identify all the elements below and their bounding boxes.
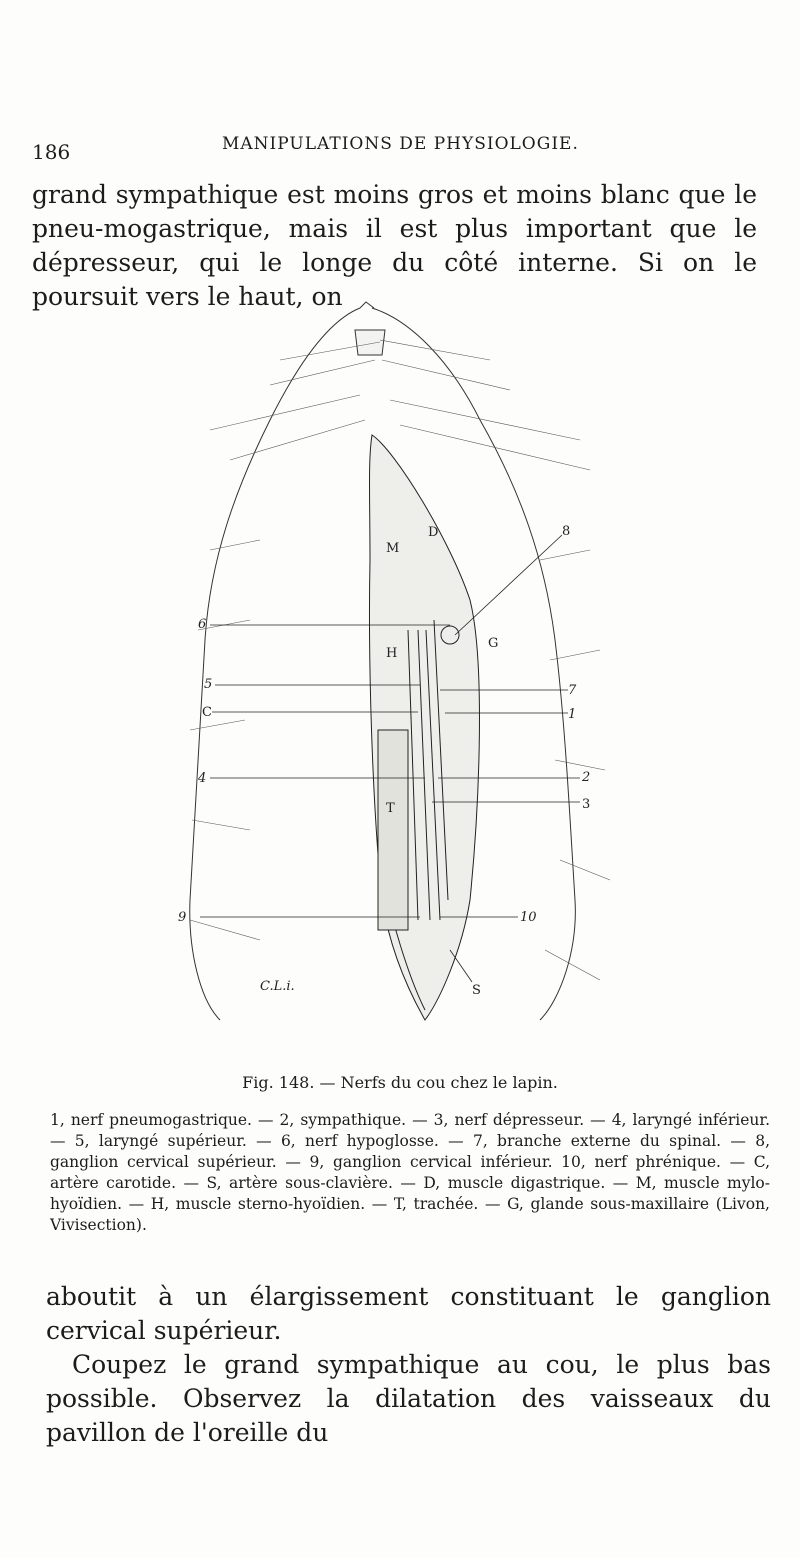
figure-legend: 1, nerf pneumogastrique. — 2, sympathique. — 3, nerf dépresseur. — 4, laryngé inférieur. — 5, laryngé supérieur. — 6, nerf hypoglosse. — 7, branche externe du spinal. — 8, ganglion cervical supérieur. — 9, ganglion cervical inférieur. 10, nerf phrénique. — C, artère carotide. — S, artère sous-clavière. — D, muscle digastrique. — M, muscle mylo-hyoïdien. — H, muscle sterno-hyoïdien. — T, trachée. — G, glande sous-maxillaire (Livon, Vivisection). [50,1111,770,1234]
label-S: S [472,983,481,998]
dissection-field [370,435,480,1020]
paragraph-bottom-2: Coupez le grand sympathique au cou, le plus bas possible. Observez la dilatation des vaisseaux du pavillon de l'oreille du [46,1350,771,1447]
label-7: 7 [568,683,577,698]
label-C: C [202,705,212,720]
label-H: H [386,646,398,661]
paragraph-top: grand sympathique est moins gros et moins blanc que le pneu-mogastrique, mais il est plus important que le dépresseur, qui le longe du côté interne. Si on le poursuit vers le haut, on [32,180,757,311]
label-3: 3 [582,797,591,812]
label-8: 8 [562,524,571,539]
figure-caption-title: Fig. 148. — Nerfs du cou chez le lapin. [242,1073,558,1092]
page-number: 186 [32,140,71,164]
label-2: 2 [582,770,591,785]
label-D: D [428,525,439,540]
label-1: 1 [568,707,577,722]
label-4: 4 [198,771,207,786]
label-T: T [386,801,395,816]
label-6: 6 [198,617,207,632]
label-5: 5 [204,677,213,692]
label-M: M [386,541,400,556]
label-10: 10 [520,910,537,925]
engraver-signature: C.L.i. [260,979,295,994]
running-head: MANIPULATIONS DE PHYSIOLOGIE. [222,134,579,154]
anatomical-figure [150,300,650,1060]
label-9: 9 [178,910,187,925]
label-G: G [488,636,499,651]
paragraph-bottom-1: aboutit à un élargissement constituant le ganglion cervical supérieur. [46,1282,771,1345]
